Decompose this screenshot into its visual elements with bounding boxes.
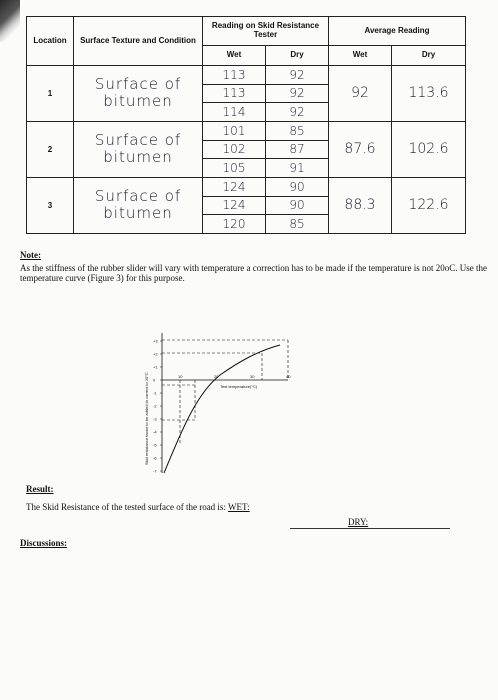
header-average: Average Reading xyxy=(329,17,466,46)
figure-correction-curve xyxy=(164,345,280,473)
skid-resistance-table xyxy=(26,16,466,234)
figure-xlabel: Test temperature(°C) xyxy=(220,384,258,389)
figure-y-tick-label: +3 xyxy=(153,338,158,344)
figure-y-tick-label: -1 xyxy=(153,390,157,396)
average-dry: 113.6 xyxy=(392,65,466,121)
table-row xyxy=(27,177,466,196)
figure-y-tick-label: +1 xyxy=(153,364,158,370)
page-corner-shadow xyxy=(0,0,20,42)
average-wet: 87.6 xyxy=(329,121,392,177)
dry-reading: 90 xyxy=(266,177,329,196)
figure-x-ticks xyxy=(178,374,291,379)
note-heading: Note: xyxy=(20,250,41,260)
figure-x-tick-label: 20 xyxy=(214,374,219,379)
result-dry-label: DRY: xyxy=(348,517,369,527)
note-text: As the stiffness of the rubber slider will vary with temperature a correction has to be made if the temperature is not 20oC. Use the temperature curve (Figure 3) for this purpose. xyxy=(20,263,487,284)
figure-y-tick-label: 0 xyxy=(153,377,156,383)
average-wet: 88.3 xyxy=(329,177,392,233)
figure-y-tick-label: -2 xyxy=(153,403,157,409)
result-wet-label: WET: xyxy=(228,502,250,512)
location-cell: 2 xyxy=(27,121,74,177)
dry-reading: 85 xyxy=(266,215,329,234)
location-cell: 1 xyxy=(27,65,74,121)
result-sentence: The Skid Resistance of the tested surface of the road is: xyxy=(26,502,226,512)
average-dry: 122.6 xyxy=(392,177,466,233)
wet-reading: 101 xyxy=(203,121,266,140)
result-text xyxy=(26,502,250,512)
wet-reading: 113 xyxy=(203,65,266,84)
figure-x-tick-label: 40 xyxy=(286,374,291,379)
table-row xyxy=(27,121,466,140)
result-heading: Result: xyxy=(26,484,54,494)
wet-reading: 105 xyxy=(203,159,266,178)
figure-guide-lines xyxy=(162,340,288,445)
figure-y-ticks xyxy=(153,339,162,474)
figure-x-tick-label: 10 xyxy=(178,374,183,379)
header-average-dry: Dry xyxy=(392,45,466,65)
location-cell: 3 xyxy=(27,177,74,233)
surface-cell: Surface of bitumen xyxy=(74,121,203,177)
dry-reading: 85 xyxy=(266,121,329,140)
figure-y-tick-label: +2 xyxy=(153,351,158,357)
dry-reading: 87 xyxy=(266,140,329,159)
wet-reading: 114 xyxy=(203,103,266,122)
surface-cell: Surface of bitumen xyxy=(74,177,203,233)
wet-reading: 102 xyxy=(203,140,266,159)
wet-reading: 124 xyxy=(203,177,266,196)
surface-cell: Surface of bitumen xyxy=(74,65,203,121)
header-reading-dry: Dry xyxy=(266,45,329,65)
table-row xyxy=(27,65,466,84)
dry-reading: 92 xyxy=(266,103,329,122)
figure-y-tick-label: -7 xyxy=(153,468,157,474)
dry-reading: 91 xyxy=(266,159,329,178)
figure-x-tick-label: 30 xyxy=(250,374,255,379)
figure-ylabel: Skid resistance factor to be added to correct to 20°C xyxy=(144,372,149,465)
header-reading: Reading on Skid Resistance Tester xyxy=(203,17,329,46)
header-average-wet: Wet xyxy=(329,45,392,65)
header-surface: Surface Texture and Condition xyxy=(74,17,203,66)
dry-reading: 90 xyxy=(266,196,329,215)
figure-y-tick-label: -3 xyxy=(153,416,157,422)
figure-y-tick-label: -4 xyxy=(153,429,157,435)
header-reading-wet: Wet xyxy=(203,45,266,65)
average-dry: 102.6 xyxy=(392,121,466,177)
dry-reading: 92 xyxy=(266,65,329,84)
result-answer-line xyxy=(290,528,450,529)
temperature-correction-figure xyxy=(140,325,300,480)
wet-reading: 113 xyxy=(203,84,266,103)
figure-y-tick-label: -6 xyxy=(153,455,157,461)
figure-y-tick-label: -5 xyxy=(153,442,157,448)
discussion-heading: Discussions: xyxy=(20,538,68,548)
header-location: Location xyxy=(27,17,74,66)
wet-reading: 120 xyxy=(203,215,266,234)
dry-reading: 92 xyxy=(266,84,329,103)
average-wet: 92 xyxy=(329,65,392,121)
wet-reading: 124 xyxy=(203,196,266,215)
